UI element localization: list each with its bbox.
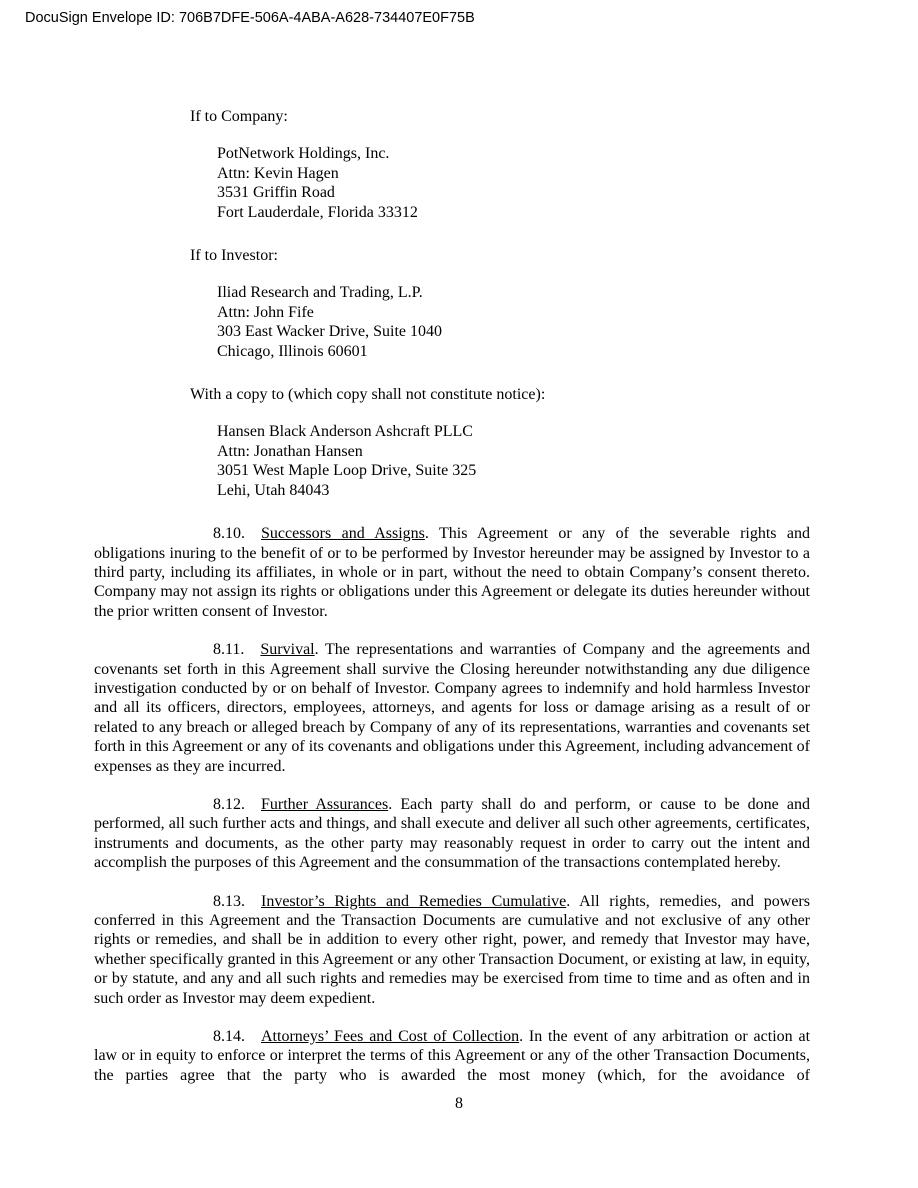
notice-label-copy: With a copy to (which copy shall not constitute notice):	[190, 386, 546, 404]
section-body: . In the event of any arbitration or action at law or in equity to enforce or interpret the terms of this Agreement or any of the other Transaction Documents, the parties agree that the party who is awarded the most money (which, for the avoidance of	[94, 1028, 811, 1084]
notice-label-company: If to Company:	[190, 108, 288, 125]
address-line: Chicago, Illinois 60601	[217, 342, 368, 360]
section-paragraph-8-11	[94, 640, 810, 776]
section-heading: Further Assurances	[261, 795, 389, 813]
section-number: 8.14.	[213, 1028, 245, 1046]
section-paragraph-8-14	[94, 1027, 810, 1085]
page-number: 8	[455, 1095, 463, 1112]
section-body: . Each party shall do and perform, or cause to be done and performed, all such further acts and things, and shall execute and deliver all such other agreements, certificates, instruments and documents, as the other party may reasonably request in order to carry out the intent and accomplish the purposes of this Agreement and the consummation of the transactions contemplated hereby.	[94, 795, 811, 872]
section-number: 8.12.	[213, 795, 245, 813]
notice-label-investor: If to Investor:	[190, 247, 278, 265]
section-paragraph-8-12	[94, 795, 810, 873]
section-heading: Survival	[260, 641, 315, 659]
notice-address-investor	[217, 283, 810, 361]
docusign-envelope-id: DocuSign Envelope ID: 706B7DFE-506A-4ABA-A628-734407E0F75B	[25, 10, 475, 26]
section-heading: Investor’s Rights and Remedies Cumulative	[261, 892, 567, 910]
section-number: 8.13.	[213, 892, 245, 910]
notice-address-copy	[217, 422, 810, 500]
section-number: 8.10.	[213, 525, 245, 543]
section-heading: Successors and Assigns	[261, 525, 425, 543]
section-body: . The representations and warranties of Company and the agreements and covenants set forth in this Agreement shall survive the Closing hereunder notwithstanding any due diligence investigation conducted by or on behalf of Investor. Company agrees to indemnify and hold harmless Investor and all its officers, directors, employees, attorneys, and agents for loss or damage arising as a result of or related to any breach or alleged breach by Company of any of its representations, warranties and covenants set forth in this Agreement or any of its covenants and obligations under this Agreement, including advancement of expenses as they are incurred.	[94, 641, 810, 775]
section-body: . All rights, remedies, and powers conferred in this Agreement and the Transaction Documents are cumulative and not exclusive of any other rights or remedies, and shall be in addition to every other right, power, and remedy that Investor may have, whether specifically granted in this Agreement or any other Transaction Document, or existing at law, in equity, or by statute, and any and all such rights and remedies may be exercised from time to time and as often and in such order as Investor may deem expedient.	[94, 892, 810, 1007]
section-body: . This Agreement or any of the severable rights and obligations inuring to the benefit of or to be performed by Investor hereunder may be assigned by Investor to a third party, including its affiliates, in whole or in part, without the need to obtain Company’s consent thereto. Company may not assign its rights or obligations under this Agreement or delegate its duties hereunder without the prior written consent of Investor.	[94, 525, 811, 620]
address-line: Attn: Kevin Hagen	[217, 164, 339, 182]
notice-address-company	[217, 144, 810, 222]
address-line: Lehi, Utah 84043	[217, 481, 330, 499]
address-line: Attn: Jonathan Hansen	[217, 442, 363, 460]
address-line: Fort Lauderdale, Florida 33312	[217, 203, 418, 221]
address-line: Hansen Black Anderson Ashcraft PLLC	[217, 423, 473, 441]
address-line: Iliad Research and Trading, L.P.	[217, 284, 423, 302]
address-line: PotNetwork Holdings, Inc.	[217, 145, 390, 163]
address-line: Attn: John Fife	[217, 303, 314, 321]
document-body	[94, 107, 810, 1104]
section-paragraph-8-13	[94, 892, 810, 1008]
section-number: 8.11.	[213, 641, 245, 659]
address-line: 3051 West Maple Loop Drive, Suite 325	[217, 462, 477, 480]
address-line: 3531 Griffin Road	[217, 184, 335, 202]
address-line: 303 East Wacker Drive, Suite 1040	[217, 323, 443, 341]
section-heading: Attorneys’ Fees and Cost of Collection	[261, 1028, 520, 1046]
section-paragraph-8-10	[94, 524, 810, 621]
